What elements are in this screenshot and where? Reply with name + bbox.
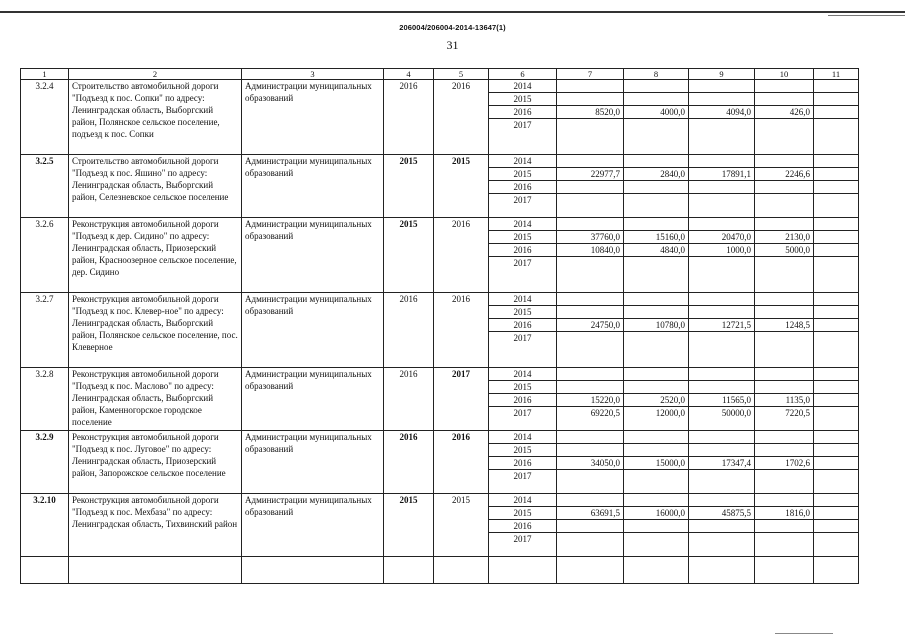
end-year: 2016 xyxy=(434,80,489,155)
start-year: 2015 xyxy=(384,155,434,218)
value-col9: 50000,0 xyxy=(689,407,755,431)
empty-cell xyxy=(69,557,242,584)
value-col10 xyxy=(755,293,814,306)
value-col10: 5000,0 xyxy=(755,244,814,257)
col-header: 10 xyxy=(755,69,814,80)
value-col7 xyxy=(557,218,624,231)
start-year: 2015 xyxy=(384,218,434,293)
value-col7 xyxy=(557,368,624,381)
value-col9 xyxy=(689,93,755,106)
value-col10 xyxy=(755,80,814,93)
value-col8 xyxy=(624,520,689,533)
finance-year: 2017 xyxy=(489,533,557,557)
value-col7 xyxy=(557,93,624,106)
end-year: 2015 xyxy=(434,155,489,218)
value-col9 xyxy=(689,257,755,293)
item-number: 3.2.4 xyxy=(21,80,69,155)
value-col11 xyxy=(814,407,859,431)
value-col10: 2246,6 xyxy=(755,168,814,181)
value-col11 xyxy=(814,319,859,332)
item-description: Реконструкция автомобильной дороги "Подъезд к пос. Луговое" по адресу: Ленинградская область, Приозерский район, Запорожское сельское поселение xyxy=(69,431,242,494)
value-col7 xyxy=(557,306,624,319)
finance-year: 2017 xyxy=(489,470,557,494)
value-col8: 15000,0 xyxy=(624,457,689,470)
value-col10 xyxy=(755,494,814,507)
value-col8: 16000,0 xyxy=(624,507,689,520)
value-col8 xyxy=(624,306,689,319)
finance-year: 2016 xyxy=(489,106,557,119)
value-col10 xyxy=(755,155,814,168)
value-col10 xyxy=(755,306,814,319)
finance-year: 2016 xyxy=(489,520,557,533)
value-col9 xyxy=(689,431,755,444)
item-description: Реконструкция автомобильной дороги "Подъезд к пос. Клевер-ное" по адресу: Ленинградская область, Выборгский район, Полянское сельское поселение, пос. Клеверное xyxy=(69,293,242,368)
empty-cell xyxy=(384,557,434,584)
start-year: 2015 xyxy=(384,494,434,557)
value-col8 xyxy=(624,470,689,494)
value-col9: 1000,0 xyxy=(689,244,755,257)
finance-year: 2017 xyxy=(489,119,557,155)
value-col8: 15160,0 xyxy=(624,231,689,244)
value-col10 xyxy=(755,332,814,368)
table-row xyxy=(21,80,859,93)
finance-year: 2014 xyxy=(489,494,557,507)
col-header: 4 xyxy=(384,69,434,80)
value-col7: 24750,0 xyxy=(557,319,624,332)
value-col7 xyxy=(557,332,624,368)
empty-cell xyxy=(814,557,859,584)
value-col10 xyxy=(755,194,814,218)
value-col8 xyxy=(624,257,689,293)
value-col9: 17891,1 xyxy=(689,168,755,181)
value-col8 xyxy=(624,494,689,507)
item-description: Реконструкция автомобильной дороги "Подъезд к пос. Мехбаза" по адресу: Ленинградская область, Тихвинский район xyxy=(69,494,242,557)
value-col11 xyxy=(814,119,859,155)
value-col10 xyxy=(755,381,814,394)
value-col7: 8520,0 xyxy=(557,106,624,119)
value-col11 xyxy=(814,257,859,293)
finance-year: 2014 xyxy=(489,155,557,168)
value-col11 xyxy=(814,494,859,507)
responsible-org: Администрации муниципальных образований xyxy=(242,431,384,494)
value-col11 xyxy=(814,431,859,444)
value-col11 xyxy=(814,332,859,368)
end-year: 2015 xyxy=(434,494,489,557)
value-col11 xyxy=(814,106,859,119)
empty-cell xyxy=(624,557,689,584)
value-col10 xyxy=(755,93,814,106)
table-row xyxy=(21,218,859,231)
value-col7 xyxy=(557,257,624,293)
empty-cell xyxy=(434,557,489,584)
empty-cell xyxy=(689,557,755,584)
value-col9 xyxy=(689,368,755,381)
finance-year: 2015 xyxy=(489,168,557,181)
value-col9 xyxy=(689,444,755,457)
value-col10: 1816,0 xyxy=(755,507,814,520)
value-col8 xyxy=(624,119,689,155)
finance-year: 2015 xyxy=(489,507,557,520)
value-col11 xyxy=(814,470,859,494)
value-col10: 7220,5 xyxy=(755,407,814,431)
end-year: 2016 xyxy=(434,293,489,368)
value-col10 xyxy=(755,431,814,444)
value-col10 xyxy=(755,368,814,381)
col-header: 9 xyxy=(689,69,755,80)
value-col9: 4094,0 xyxy=(689,106,755,119)
page-number: 31 xyxy=(446,38,459,52)
value-col8 xyxy=(624,194,689,218)
value-col11 xyxy=(814,394,859,407)
value-col7 xyxy=(557,520,624,533)
value-col8 xyxy=(624,80,689,93)
value-col9: 12721,5 xyxy=(689,319,755,332)
value-col9 xyxy=(689,218,755,231)
finance-year: 2016 xyxy=(489,457,557,470)
value-col11 xyxy=(814,381,859,394)
value-col9: 20470,0 xyxy=(689,231,755,244)
value-col9 xyxy=(689,80,755,93)
value-col7: 37760,0 xyxy=(557,231,624,244)
col-header: 11 xyxy=(814,69,859,80)
item-number: 3.2.5 xyxy=(21,155,69,218)
value-col7: 10840,0 xyxy=(557,244,624,257)
value-col8: 2520,0 xyxy=(624,394,689,407)
value-col11 xyxy=(814,168,859,181)
value-col7 xyxy=(557,119,624,155)
value-col10: 1248,5 xyxy=(755,319,814,332)
value-col10: 1135,0 xyxy=(755,394,814,407)
finance-year: 2014 xyxy=(489,368,557,381)
value-col9 xyxy=(689,293,755,306)
value-col11 xyxy=(814,293,859,306)
end-year: 2016 xyxy=(434,218,489,293)
value-col7 xyxy=(557,533,624,557)
value-col8 xyxy=(624,332,689,368)
value-col7 xyxy=(557,431,624,444)
finance-year: 2014 xyxy=(489,80,557,93)
value-col7 xyxy=(557,470,624,494)
top-rule-right xyxy=(828,15,905,16)
empty-cell xyxy=(21,557,69,584)
finance-year: 2017 xyxy=(489,407,557,431)
value-col8 xyxy=(624,93,689,106)
value-col11 xyxy=(814,218,859,231)
empty-cell xyxy=(489,557,557,584)
value-col10: 2130,0 xyxy=(755,231,814,244)
top-rule xyxy=(0,11,905,13)
value-col10 xyxy=(755,257,814,293)
value-col9 xyxy=(689,155,755,168)
item-number: 3.2.9 xyxy=(21,431,69,494)
value-col9 xyxy=(689,470,755,494)
value-col9 xyxy=(689,520,755,533)
finance-year: 2016 xyxy=(489,244,557,257)
responsible-org: Администрации муниципальных образований xyxy=(242,155,384,218)
value-col10 xyxy=(755,218,814,231)
value-col7: 34050,0 xyxy=(557,457,624,470)
responsible-org: Администрации муниципальных образований xyxy=(242,218,384,293)
value-col10 xyxy=(755,470,814,494)
value-col10 xyxy=(755,181,814,194)
value-col10: 1702,6 xyxy=(755,457,814,470)
start-year: 2016 xyxy=(384,431,434,494)
table-row xyxy=(21,494,859,507)
value-col11 xyxy=(814,80,859,93)
value-col9 xyxy=(689,332,755,368)
col-header: 1 xyxy=(21,69,69,80)
value-col9 xyxy=(689,533,755,557)
value-col8 xyxy=(624,293,689,306)
value-col7: 63691,5 xyxy=(557,507,624,520)
value-col7 xyxy=(557,293,624,306)
value-col9 xyxy=(689,306,755,319)
value-col7 xyxy=(557,80,624,93)
item-number: 3.2.7 xyxy=(21,293,69,368)
value-col11 xyxy=(814,181,859,194)
value-col11 xyxy=(814,368,859,381)
start-year: 2016 xyxy=(384,368,434,431)
responsible-org: Администрации муниципальных образований xyxy=(242,494,384,557)
finance-year: 2016 xyxy=(489,181,557,194)
value-col9 xyxy=(689,194,755,218)
finance-year: 2014 xyxy=(489,293,557,306)
finance-year: 2016 xyxy=(489,394,557,407)
value-col11 xyxy=(814,231,859,244)
table-row xyxy=(21,431,859,444)
item-number: 3.2.10 xyxy=(21,494,69,557)
table-row xyxy=(21,368,859,381)
value-col11 xyxy=(814,457,859,470)
value-col8: 12000,0 xyxy=(624,407,689,431)
value-col7: 15220,0 xyxy=(557,394,624,407)
value-col9 xyxy=(689,181,755,194)
finance-year: 2014 xyxy=(489,218,557,231)
table-empty-row xyxy=(21,557,859,584)
header-row xyxy=(21,69,859,80)
value-col11 xyxy=(814,533,859,557)
bottom-rule xyxy=(775,633,833,634)
value-col7 xyxy=(557,494,624,507)
table-row xyxy=(21,293,859,306)
value-col11 xyxy=(814,155,859,168)
finance-year: 2017 xyxy=(489,332,557,368)
col-header: 5 xyxy=(434,69,489,80)
item-number: 3.2.8 xyxy=(21,368,69,431)
col-header: 8 xyxy=(624,69,689,80)
value-col11 xyxy=(814,520,859,533)
end-year: 2016 xyxy=(434,431,489,494)
value-col11 xyxy=(814,194,859,218)
value-col8 xyxy=(624,431,689,444)
value-col11 xyxy=(814,244,859,257)
end-year: 2017 xyxy=(434,368,489,431)
value-col10 xyxy=(755,444,814,457)
empty-cell xyxy=(242,557,384,584)
responsible-org: Администрации муниципальных образований xyxy=(242,368,384,431)
finance-year: 2017 xyxy=(489,257,557,293)
value-col9: 45875,5 xyxy=(689,507,755,520)
finance-year: 2015 xyxy=(489,231,557,244)
document-id: 206004/206004-2014-13647(1) xyxy=(399,23,506,32)
value-col8 xyxy=(624,155,689,168)
value-col7 xyxy=(557,194,624,218)
value-col7 xyxy=(557,155,624,168)
value-col11 xyxy=(814,306,859,319)
finance-year: 2015 xyxy=(489,306,557,319)
value-col8 xyxy=(624,444,689,457)
item-number: 3.2.6 xyxy=(21,218,69,293)
value-col8 xyxy=(624,218,689,231)
value-col7: 69220,5 xyxy=(557,407,624,431)
value-col9 xyxy=(689,119,755,155)
value-col8 xyxy=(624,533,689,557)
value-col10 xyxy=(755,119,814,155)
value-col8 xyxy=(624,381,689,394)
responsible-org: Администрации муниципальных образований xyxy=(242,80,384,155)
program-table xyxy=(20,68,859,584)
item-description: Реконструкция автомобильной дороги "Подъезд к пос. Маслово" по адресу: Ленинградская область, Выборгский район, Каменногорское городское поселение xyxy=(69,368,242,431)
table-body xyxy=(21,80,859,584)
col-header: 6 xyxy=(489,69,557,80)
item-description: Строительство автомобильной дороги "Подъезд к пос. Сопки" по адресу: Ленинградская область, Выборгский район, Полянское сельское поселение, подъезд к пос. Сопки xyxy=(69,80,242,155)
value-col7: 22977,7 xyxy=(557,168,624,181)
value-col8: 4840,0 xyxy=(624,244,689,257)
value-col11 xyxy=(814,507,859,520)
value-col8: 10780,0 xyxy=(624,319,689,332)
value-col8: 2840,0 xyxy=(624,168,689,181)
empty-cell xyxy=(557,557,624,584)
start-year: 2016 xyxy=(384,293,434,368)
start-year: 2016 xyxy=(384,80,434,155)
finance-year: 2015 xyxy=(489,444,557,457)
col-header: 7 xyxy=(557,69,624,80)
value-col7 xyxy=(557,444,624,457)
value-col10 xyxy=(755,533,814,557)
value-col10: 426,0 xyxy=(755,106,814,119)
col-header: 2 xyxy=(69,69,242,80)
item-description: Строительство автомобильной дороги "Подъезд к пос. Яшино" по адресу: Ленинградская область, Выборгский район, Селезневское сельское поселение xyxy=(69,155,242,218)
empty-cell xyxy=(755,557,814,584)
value-col7 xyxy=(557,381,624,394)
table-row xyxy=(21,155,859,168)
finance-year: 2017 xyxy=(489,194,557,218)
finance-year: 2015 xyxy=(489,93,557,106)
finance-year: 2015 xyxy=(489,381,557,394)
value-col9 xyxy=(689,494,755,507)
value-col10 xyxy=(755,520,814,533)
value-col7 xyxy=(557,181,624,194)
value-col9: 17347,4 xyxy=(689,457,755,470)
item-description: Реконструкция автомобильной дороги "Подъезд к дер. Сидино" по адресу: Ленинградская область, Приозерский район, Красноозерное сельское поселение, дер. Сидино xyxy=(69,218,242,293)
value-col9: 11565,0 xyxy=(689,394,755,407)
value-col8 xyxy=(624,181,689,194)
value-col9 xyxy=(689,381,755,394)
responsible-org: Администрации муниципальных образований xyxy=(242,293,384,368)
value-col11 xyxy=(814,93,859,106)
finance-year: 2014 xyxy=(489,431,557,444)
finance-year: 2016 xyxy=(489,319,557,332)
value-col8: 4000,0 xyxy=(624,106,689,119)
col-header: 3 xyxy=(242,69,384,80)
value-col11 xyxy=(814,444,859,457)
value-col8 xyxy=(624,368,689,381)
